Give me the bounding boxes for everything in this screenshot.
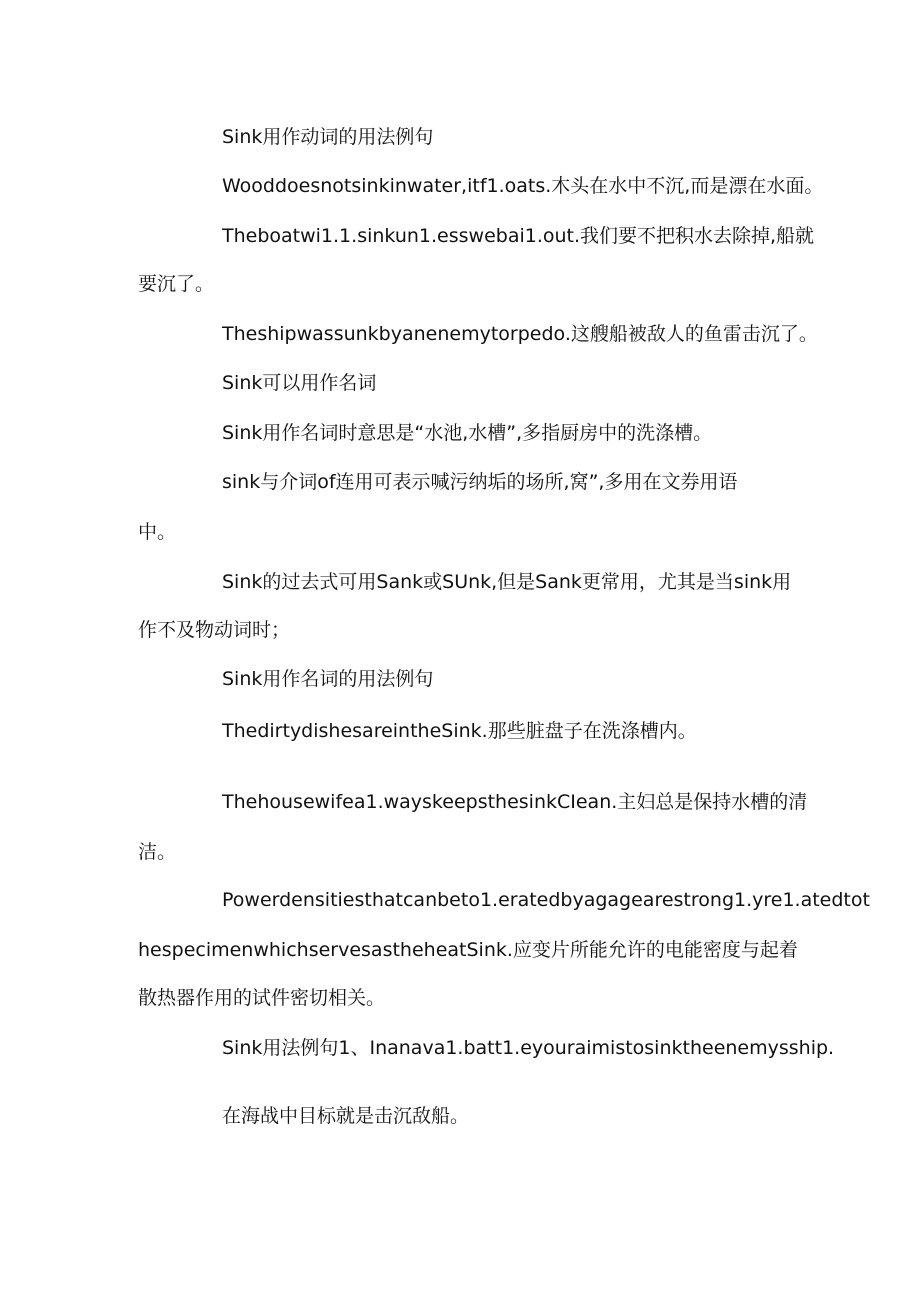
example-sentence-3: Theshipwassunkbyanenemytorpedo.这艘船被敌人的鱼雷击沉了。 [222, 323, 818, 345]
example-sentence-2-cont: 要沉了。 [138, 273, 215, 295]
example-sentence-2: Theboatwi1.1.sinkun1.esswebai1.out.我们要不把积水去除掉,船就 [222, 225, 815, 247]
example-sentence-5-cont: 洁。 [138, 841, 177, 863]
of-usage-paragraph: sink与介词of连用可表示喊污纳垢的场所,窝”,多用在文券用语 [222, 471, 738, 493]
heading-verb-examples: Sink用作动词的用法例句 [222, 126, 434, 148]
example-sentence-6: Powerdensitiesthatcanbeto1.eratedbyagagearestrong1.yre1.atedtot [222, 889, 870, 911]
example-sentence-1: Wooddoesnotsinkinwater,itf1.oats.木头在水中不沉,而是漂在水面。 [222, 175, 824, 197]
past-tense-paragraph: Sink的过去式可用Sank或SUnk,但是Sank更常用，尤其是当sink用 [222, 571, 792, 593]
heading-noun-usage: Sink可以用作名词 [222, 372, 377, 394]
past-tense-paragraph-cont: 作不及物动词时； [138, 619, 291, 641]
example-sentence-7-translation: 在海战中目标就是击沉敌船。 [222, 1105, 470, 1127]
heading-noun-examples: Sink用作名词的用法例句 [222, 668, 434, 690]
example-sentence-7: Sink用法例句1、Inanava1.batt1.eyouraimistosinktheenemysship. [222, 1037, 835, 1059]
example-sentence-6-cont-2: 散热器作用的试件密切相关。 [138, 987, 386, 1009]
example-sentence-6-cont: hespecimenwhichservesastheheatSink.应变片所能允许的电能密度与起着 [138, 939, 798, 961]
of-usage-paragraph-cont: 中。 [138, 521, 177, 543]
example-sentence-5: Thehousewifea1.wayskeepsthesinkCIean.主妇总是保持水槽的清 [222, 791, 808, 813]
noun-meaning-paragraph: Sink用作名词时意思是“水池,水槽”,多指厨房中的洗涤槽。 [222, 422, 713, 444]
example-sentence-4: ThedirtydishesareintheSink.那些脏盘子在洗涤槽内。 [222, 720, 697, 742]
